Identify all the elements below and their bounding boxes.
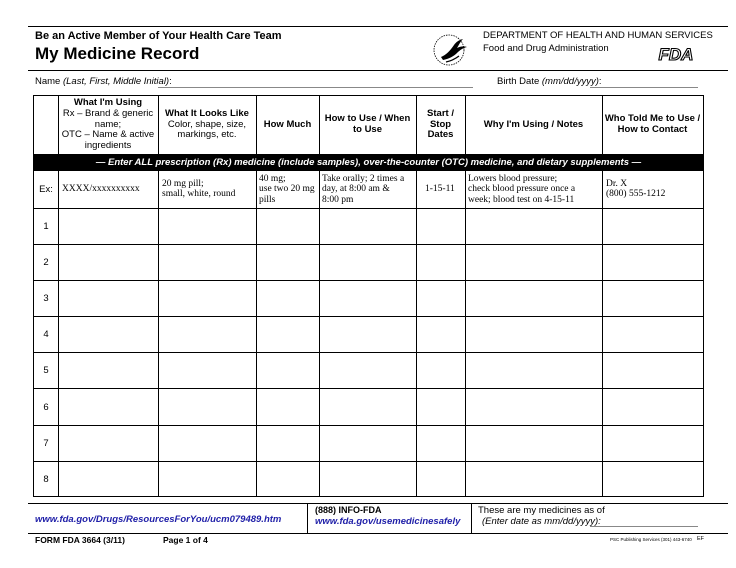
example-what-im-using: XXXX/xxxxxxxxxx <box>62 184 140 194</box>
column-header-who-told-me: Who Told Me to Use / How to Contact <box>604 113 701 135</box>
row-divider <box>34 208 703 209</box>
example-what-it-looks-like: 20 mg pill; small, white, round <box>162 179 236 200</box>
medicine-table <box>33 95 704 497</box>
header-rule <box>28 70 728 71</box>
as-of-date-field[interactable] <box>590 526 698 527</box>
enter-date-label: (Enter date as mm/dd/yyyy): <box>482 516 601 527</box>
page-number: Page 1 of 4 <box>163 535 208 545</box>
row-divider <box>34 461 703 462</box>
row-number: 1 <box>43 221 49 232</box>
as-of-label: These are my medicines as of <box>478 505 605 516</box>
row-number: 7 <box>43 438 49 449</box>
column-header-start-stop-dates: Start / Stop Dates <box>427 107 454 141</box>
row-number: 3 <box>43 293 49 304</box>
row-divider <box>34 244 703 245</box>
row-divider <box>34 280 703 281</box>
department-name: DEPARTMENT OF HEALTH AND HUMAN SERVICES <box>483 30 713 41</box>
footer-divider <box>471 503 472 533</box>
footer-divider <box>307 503 308 533</box>
agency-name: Food and Drug Administration <box>483 43 609 54</box>
row-number: 8 <box>43 474 49 485</box>
column-divider <box>58 96 59 154</box>
column-header-what-im-using: What I'm Using Rx – Brand & generic name; OTC – Name & active ingredients <box>61 96 155 152</box>
example-contact: Dr. X (800) 555-1212 <box>606 179 666 200</box>
row-divider <box>34 388 703 389</box>
column-header-how-to-use: How to Use / When to Use <box>324 113 411 135</box>
svg-text:FDA: FDA <box>658 45 694 63</box>
ef-mark: EF <box>697 536 705 542</box>
birth-date-label: Birth Date (mm/dd/yyyy): <box>497 76 602 87</box>
psc-credit: PSC Publishing Services (301) 443-6740 <box>610 537 692 542</box>
row-number: 2 <box>43 257 49 268</box>
footer-rule <box>28 503 728 504</box>
example-how-to-use: Take orally; 2 times a day, at 8:00 am & 8:00 pm <box>322 174 405 205</box>
birth-date-field[interactable] <box>590 87 698 88</box>
fda-logo <box>655 44 697 63</box>
row-number: 4 <box>43 329 49 340</box>
name-label: Name (Last, First, Middle Initial): <box>35 76 172 87</box>
resources-link[interactable]: www.fda.gov/Drugs/ResourcesForYou/ucm079489.htm <box>35 514 282 525</box>
example-notes: Lowers blood pressure; check blood pressure once a week; blood test on 4-15-11 <box>468 174 576 205</box>
row-divider <box>34 425 703 426</box>
instruction-banner: — Enter ALL prescription (Rx) medicine (include samples), over-the-counter (OTC) medicine, and dietary supplements — <box>34 154 703 171</box>
row-divider <box>34 352 703 353</box>
example-label: Ex: <box>39 184 53 195</box>
column-divider <box>58 171 59 496</box>
row-number: 6 <box>43 402 49 413</box>
form-id: FORM FDA 3664 (3/11) <box>35 535 125 545</box>
info-fda-phone: (888) INFO-FDA <box>315 505 382 515</box>
example-how-much: 40 mg; use two 20 mg pills <box>259 174 315 205</box>
name-field[interactable] <box>158 87 473 88</box>
example-start-stop: 1-15-11 <box>425 184 455 194</box>
row-divider <box>34 316 703 317</box>
row-number: 5 <box>43 365 49 376</box>
use-medicine-safely-link[interactable]: www.fda.gov/usemedicinesafely <box>315 516 461 527</box>
column-header-how-much: How Much <box>263 118 312 130</box>
footer-rule <box>28 533 728 534</box>
column-header-what-it-looks-like: What It Looks Like Color, shape, size, markings, etc. <box>165 107 249 141</box>
page-title: My Medicine Record <box>35 44 200 63</box>
tagline: Be an Active Member of Your Health Care Team <box>35 30 282 42</box>
top-rule <box>28 26 728 27</box>
hhs-seal-icon <box>432 31 474 69</box>
column-header-why-notes: Why I'm Using / Notes <box>483 118 584 130</box>
